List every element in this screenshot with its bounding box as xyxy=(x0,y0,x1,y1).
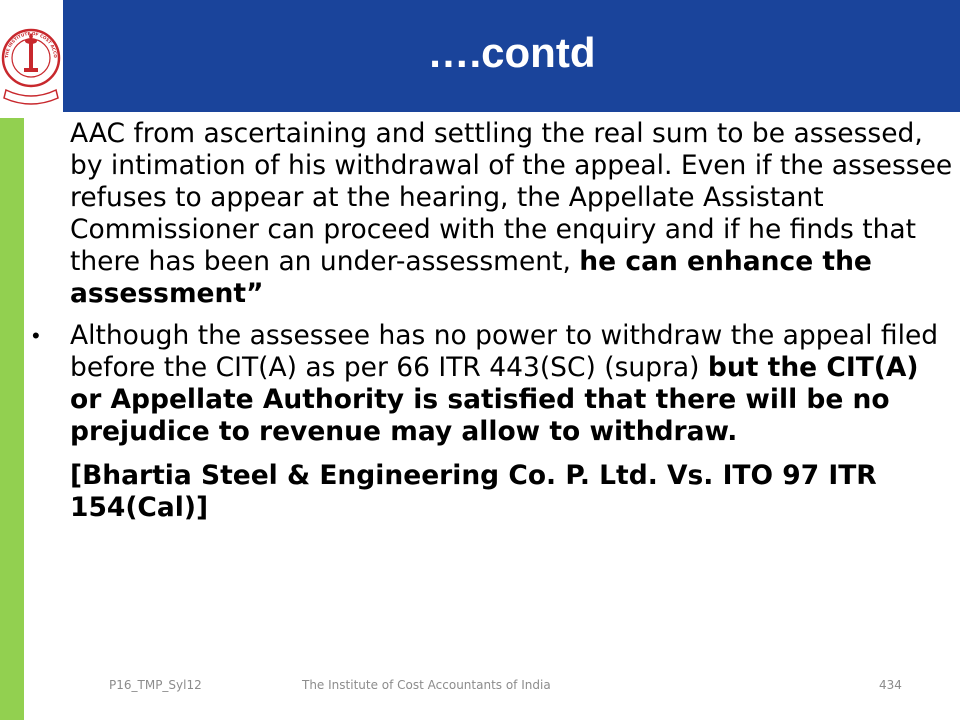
case-citation: [Bhartia Steel & Engineering Co. P. Ltd. Vs. ITO 97 ITR 154(Cal)] xyxy=(70,460,877,523)
logo-lettering: THE INSTITUTE OF COST ACCO xyxy=(3,30,59,59)
institute-logo xyxy=(0,0,63,118)
bullet-icon: • xyxy=(32,323,40,348)
slide-title: ….contd xyxy=(427,29,596,76)
footer-page-number: 434 xyxy=(879,678,902,692)
bullet-bold-text: but the CIT(A) or Appellate Authority is satisfied that there will be no prejudice to revenue may allow to withdraw. xyxy=(70,352,919,447)
bullet-item xyxy=(32,320,955,448)
footer-course-code: P16_TMP_Syl12 xyxy=(109,678,202,692)
bullet-text: Although the assessee has no power to withdraw the appeal filed before the CIT(A) as per 66 ITR 443(SC) (supra) xyxy=(70,320,939,383)
slide-header xyxy=(63,0,960,112)
left-accent-bar xyxy=(0,118,24,720)
paragraph-bold-text: he can enhance the assessment” xyxy=(70,246,872,309)
continued-paragraph xyxy=(70,118,955,310)
institute-seal-icon xyxy=(0,0,63,118)
slide-body xyxy=(32,118,955,524)
footer-institute-name: The Institute of Cost Accountants of India xyxy=(302,678,551,692)
paragraph-text: AAC from ascertaining and settling the real sum to be assessed, by intimation of his withdrawal of the appeal. Even if the assessee refuses to appear at the hearing, the Appellate Assistant Commissioner can proceed with the enquiry and if he finds that there has been an under-assessment, xyxy=(70,118,953,277)
